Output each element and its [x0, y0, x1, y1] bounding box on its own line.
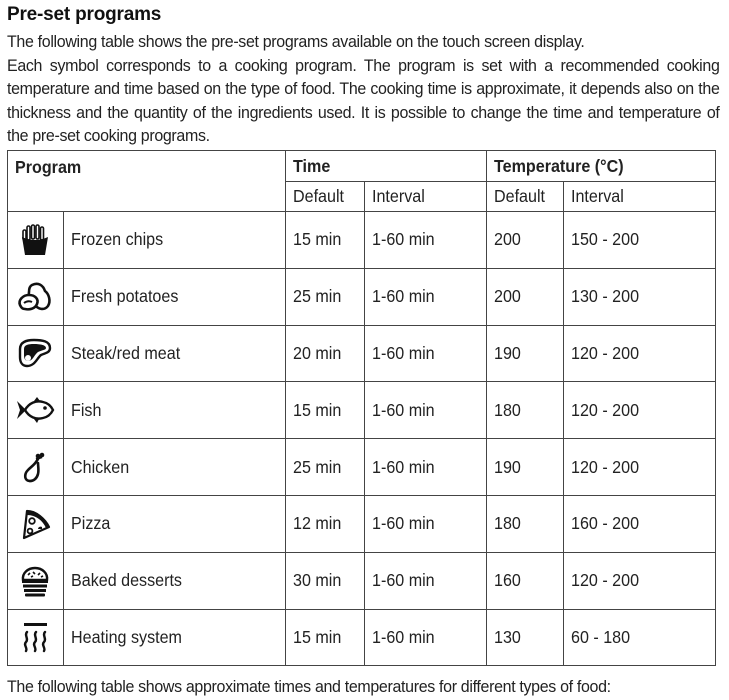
- temp-interval: 130 - 200: [564, 268, 716, 325]
- fries-icon: [8, 212, 64, 269]
- intro-line-1: The following table shows the pre-set programs available on the touch screen display.: [7, 32, 585, 51]
- preset-programs-table: [7, 150, 716, 666]
- temp-interval: 120 - 200: [564, 439, 716, 496]
- steak-icon: [8, 325, 64, 382]
- program-name: Fresh potatoes: [63, 268, 285, 325]
- intro-line-2: Each symbol corresponds to a cooking program. The program is set with a recommended cooking temperature and time based on the type of food. The cooking time is approximate, it depends also on the thickness and the quantity of the ingredients used. It is possible to change the time and temperature of the pre-set cooking programs.: [7, 55, 720, 146]
- program-name: Heating system: [63, 609, 285, 666]
- program-name: Chicken: [63, 439, 285, 496]
- temp-default: 200: [487, 212, 564, 269]
- time-default: 20 min: [285, 325, 365, 382]
- table-row: [8, 382, 716, 439]
- header-program: Program: [8, 151, 286, 212]
- header-temperature: Temperature (°C): [487, 151, 716, 182]
- program-name: Baked desserts: [63, 552, 285, 609]
- table-row: [8, 609, 716, 666]
- time-default: 15 min: [285, 609, 365, 666]
- time-default: 15 min: [285, 382, 365, 439]
- potatoes-icon: [8, 268, 64, 325]
- chicken-leg-icon: [8, 439, 64, 496]
- time-interval: 1-60 min: [365, 495, 487, 552]
- fish-icon: [8, 382, 64, 439]
- time-interval: 1-60 min: [365, 212, 487, 269]
- temp-default: 130: [487, 609, 564, 666]
- temp-default: 180: [487, 495, 564, 552]
- section-title: Pre-set programs: [7, 4, 162, 25]
- temp-interval: 120 - 200: [564, 382, 716, 439]
- time-default: 15 min: [285, 212, 365, 269]
- cupcake-icon: [8, 552, 64, 609]
- header-time-default: Default: [285, 182, 365, 212]
- temp-default: 180: [487, 382, 564, 439]
- time-interval: 1-60 min: [365, 439, 487, 496]
- time-default: 12 min: [285, 495, 365, 552]
- time-interval: 1-60 min: [365, 609, 487, 666]
- temp-default: 160: [487, 552, 564, 609]
- pizza-slice-icon: [8, 495, 64, 552]
- temp-interval: 120 - 200: [564, 552, 716, 609]
- program-name: Frozen chips: [63, 212, 285, 269]
- time-interval: 1-60 min: [365, 268, 487, 325]
- header-temp-default: Default: [487, 182, 564, 212]
- program-name: Steak/red meat: [63, 325, 285, 382]
- time-default: 30 min: [285, 552, 365, 609]
- header-time-interval: Interval: [365, 182, 487, 212]
- table-row: [8, 268, 716, 325]
- temp-default: 200: [487, 268, 564, 325]
- table-row: [8, 212, 716, 269]
- program-name: Pizza: [63, 495, 285, 552]
- table-row: [8, 439, 716, 496]
- intro-paragraph: [7, 30, 720, 148]
- temp-default: 190: [487, 325, 564, 382]
- temp-interval: 160 - 200: [564, 495, 716, 552]
- header-time: Time: [285, 151, 487, 182]
- time-interval: 1-60 min: [365, 552, 487, 609]
- temp-interval: 150 - 200: [564, 212, 716, 269]
- time-interval: 1-60 min: [365, 382, 487, 439]
- temp-interval: 120 - 200: [564, 325, 716, 382]
- header-row-1: [8, 151, 716, 182]
- temp-interval: 60 - 180: [564, 609, 716, 666]
- table-row: [8, 495, 716, 552]
- time-interval: 1-60 min: [365, 325, 487, 382]
- time-default: 25 min: [285, 268, 365, 325]
- program-name: Fish: [63, 382, 285, 439]
- footer-text: The following table shows approximate times and temperatures for different types of food:: [7, 677, 611, 696]
- header-temp-interval: Interval: [564, 182, 716, 212]
- table-row: [8, 325, 716, 382]
- table-row: [8, 552, 716, 609]
- temp-default: 190: [487, 439, 564, 496]
- heating-element-icon: [8, 609, 64, 666]
- time-default: 25 min: [285, 439, 365, 496]
